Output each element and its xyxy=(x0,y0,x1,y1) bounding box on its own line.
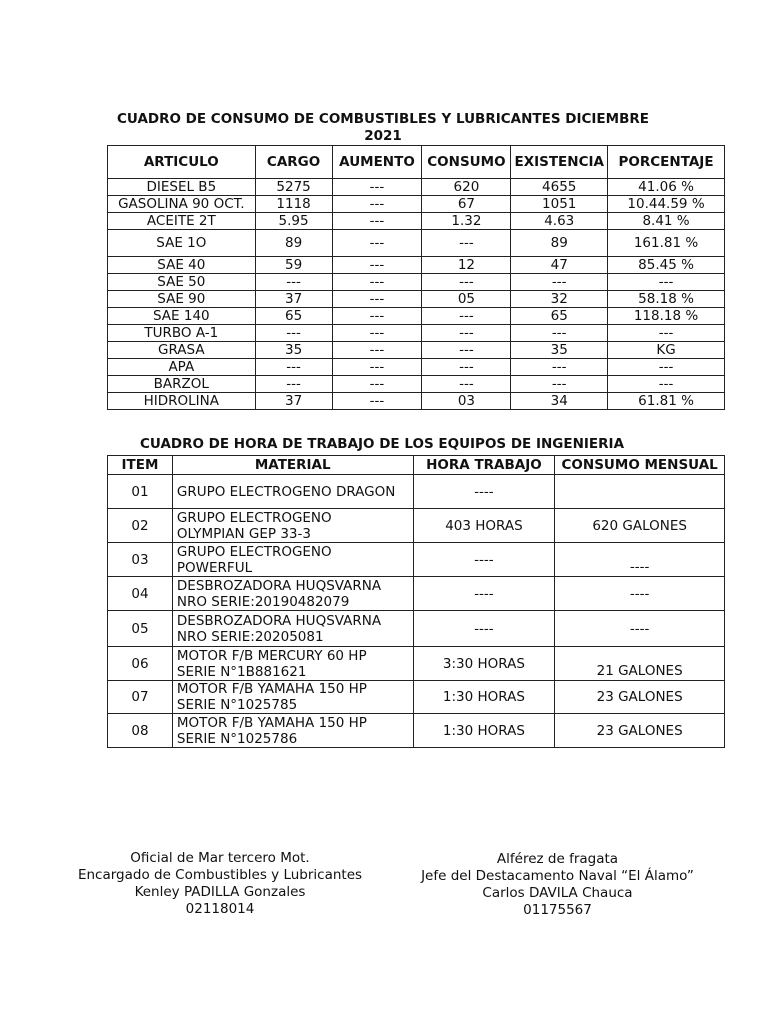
cell-cargo: 37 xyxy=(255,291,332,308)
cell-aumento: --- xyxy=(332,274,422,291)
cell-hora-trabajo: 1:30 HORAS xyxy=(413,714,555,748)
cell-consumo: --- xyxy=(422,325,511,342)
cell-porcentaje: KG xyxy=(608,342,725,359)
cell-cargo: 59 xyxy=(255,257,332,274)
cell-articulo: SAE 90 xyxy=(108,291,256,308)
cell-consumo: --- xyxy=(422,230,511,257)
cell-aumento: --- xyxy=(332,393,422,410)
table1-row xyxy=(108,291,725,308)
signature-left-role: Encargado de Combustibles y Lubricantes xyxy=(77,867,363,883)
cell-cargo: 5.95 xyxy=(255,213,332,230)
table2-row xyxy=(108,577,725,611)
cell-item: 06 xyxy=(108,647,173,681)
cell-existencia: --- xyxy=(511,359,608,376)
cell-aumento: --- xyxy=(332,325,422,342)
table1-row xyxy=(108,393,725,410)
cell-porcentaje: 58.18 % xyxy=(608,291,725,308)
material-line-2: NRO SERIE:20205081 xyxy=(176,628,324,645)
cell-cargo: 1118 xyxy=(255,196,332,213)
table1-row xyxy=(108,308,725,325)
material-line-1: DESBROZADORA HUQSVARNA xyxy=(176,577,382,594)
material-line-2: OLYMPIAN GEP 33-3 xyxy=(176,525,311,542)
cell-cargo: --- xyxy=(255,274,332,291)
table2-row xyxy=(108,543,725,577)
table2-row xyxy=(108,509,725,543)
table1-row xyxy=(108,257,725,274)
material-line-2: POWERFUL xyxy=(176,559,253,576)
cell-consumo: --- xyxy=(422,376,511,393)
cell-porcentaje: 10.44.59 % xyxy=(608,196,725,213)
cell-material xyxy=(172,681,413,714)
cell-consumo: 620 xyxy=(422,179,511,196)
table1-row xyxy=(108,359,725,376)
cell-consumo-mensual: 21 GALONES xyxy=(555,647,725,681)
cell-hora-trabajo: 1:30 HORAS xyxy=(413,681,555,714)
table1-row xyxy=(108,230,725,257)
table2-row xyxy=(108,475,725,509)
cell-consumo: 1.32 xyxy=(422,213,511,230)
cell-articulo: GRASA xyxy=(108,342,256,359)
table2-header-row xyxy=(108,456,725,475)
cell-material xyxy=(172,543,413,577)
table1-row xyxy=(108,179,725,196)
cell-consumo-mensual: ---- xyxy=(555,577,725,611)
cell-material xyxy=(172,714,413,748)
cell-porcentaje: --- xyxy=(608,359,725,376)
header-existencia: EXISTENCIA xyxy=(511,146,608,179)
cell-cargo: 35 xyxy=(255,342,332,359)
cell-porcentaje: --- xyxy=(608,274,725,291)
cell-consumo: 05 xyxy=(422,291,511,308)
cell-hora-trabajo: ---- xyxy=(413,611,555,647)
table1-row xyxy=(108,342,725,359)
equipment-hours-table xyxy=(107,455,725,748)
cell-consumo-mensual: 23 GALONES xyxy=(555,714,725,748)
cell-aumento: --- xyxy=(332,196,422,213)
header-consumo-mensual: CONSUMO MENSUAL xyxy=(555,456,725,475)
cell-articulo: SAE 40 xyxy=(108,257,256,274)
material-line-2: SERIE N°1025785 xyxy=(176,697,298,713)
cell-item: 08 xyxy=(108,714,173,748)
cell-consumo: --- xyxy=(422,342,511,359)
cell-aumento: --- xyxy=(332,359,422,376)
signature-right-rank: Alférez de fragata xyxy=(496,851,619,867)
cell-item: 03 xyxy=(108,543,173,577)
material-line-1: MOTOR F/B YAMAHA 150 HP xyxy=(176,681,367,697)
cell-cargo: --- xyxy=(255,325,332,342)
material-line-1: GRUPO ELECTROGENO DRAGON xyxy=(176,483,396,500)
cell-articulo: GASOLINA 90 OCT. xyxy=(108,196,256,213)
signature-left-name: Kenley PADILLA Gonzales xyxy=(134,884,306,900)
cell-cargo: 37 xyxy=(255,393,332,410)
table1-title: CUADRO DE CONSUMO DE COMBUSTIBLES Y LUBRICANTES DICIEMBRE 2021 xyxy=(117,111,649,144)
cell-material xyxy=(172,577,413,611)
cell-consumo: --- xyxy=(422,359,511,376)
header-hora-trabajo: HORA TRABAJO xyxy=(413,456,555,475)
cell-item: 05 xyxy=(108,611,173,647)
cell-aumento: --- xyxy=(332,342,422,359)
cell-existencia: 35 xyxy=(511,342,608,359)
cell-porcentaje: 118.18 % xyxy=(608,308,725,325)
cell-consumo-mensual: ---- xyxy=(555,543,725,577)
cell-hora-trabajo: ---- xyxy=(413,475,555,509)
cell-porcentaje: 161.81 % xyxy=(608,230,725,257)
cell-item: 02 xyxy=(108,509,173,543)
material-line-1: GRUPO ELECTROGENO xyxy=(176,543,332,560)
cell-existencia: --- xyxy=(511,325,608,342)
cell-hora-trabajo: ---- xyxy=(413,577,555,611)
cell-articulo: TURBO A-1 xyxy=(108,325,256,342)
cell-item: 07 xyxy=(108,681,173,714)
table1-row xyxy=(108,325,725,342)
table2-row xyxy=(108,681,725,714)
table1-header-row xyxy=(108,146,725,179)
cell-existencia: 65 xyxy=(511,308,608,325)
cell-material xyxy=(172,509,413,543)
header-item: ITEM xyxy=(108,456,173,475)
cell-aumento: --- xyxy=(332,257,422,274)
cell-porcentaje: 85.45 % xyxy=(608,257,725,274)
table1-row xyxy=(108,213,725,230)
cell-existencia: 34 xyxy=(511,393,608,410)
cell-articulo: DIESEL B5 xyxy=(108,179,256,196)
cell-cargo: 65 xyxy=(255,308,332,325)
cell-material xyxy=(172,611,413,647)
cell-consumo-mensual: 23 GALONES xyxy=(555,681,725,714)
cell-material xyxy=(172,475,413,509)
cell-cargo: 5275 xyxy=(255,179,332,196)
table2-row xyxy=(108,611,725,647)
signature-right-name: Carlos DAVILA Chauca xyxy=(482,885,633,901)
cell-consumo-mensual: 620 GALONES xyxy=(555,509,725,543)
cell-consumo-mensual xyxy=(555,475,725,509)
cell-consumo: 12 xyxy=(422,257,511,274)
table1-row xyxy=(108,376,725,393)
signature-right-role: Jefe del Destacamento Naval “El Álamo” xyxy=(421,868,694,884)
material-line-2: SERIE N°1025786 xyxy=(176,730,298,747)
header-cargo: CARGO xyxy=(255,146,332,179)
cell-aumento: --- xyxy=(332,179,422,196)
cell-item: 04 xyxy=(108,577,173,611)
cell-porcentaje: --- xyxy=(608,325,725,342)
cell-aumento: --- xyxy=(332,291,422,308)
cell-aumento: --- xyxy=(332,376,422,393)
cell-material xyxy=(172,647,413,681)
cell-aumento: --- xyxy=(332,230,422,257)
table1-row xyxy=(108,274,725,291)
cell-existencia: 89 xyxy=(511,230,608,257)
fuel-consumption-table xyxy=(107,145,725,410)
cell-articulo: SAE 1O xyxy=(108,230,256,257)
signature-left-rank: Oficial de Mar tercero Mot. xyxy=(130,850,310,866)
cell-consumo: --- xyxy=(422,274,511,291)
cell-articulo: BARZOL xyxy=(108,376,256,393)
cell-consumo: 03 xyxy=(422,393,511,410)
cell-articulo: HIDROLINA xyxy=(108,393,256,410)
material-line-1: DESBROZADORA HUQSVARNA xyxy=(176,612,382,629)
cell-consumo: --- xyxy=(422,308,511,325)
material-line-1: GRUPO ELECTROGENO xyxy=(176,509,332,526)
cell-porcentaje: 8.41 % xyxy=(608,213,725,230)
cell-existencia: 4.63 xyxy=(511,213,608,230)
cell-hora-trabajo: 403 HORAS xyxy=(413,509,555,543)
cell-item: 01 xyxy=(108,475,173,509)
header-articulo: ARTICULO xyxy=(108,146,256,179)
cell-cargo: --- xyxy=(255,376,332,393)
cell-cargo: --- xyxy=(255,359,332,376)
signature-left-id: 02118014 xyxy=(185,901,255,917)
cell-existencia: --- xyxy=(511,376,608,393)
table2-title: CUADRO DE HORA DE TRABAJO DE LOS EQUIPOS DE INGENIERIA xyxy=(139,436,625,452)
material-line-2: NRO SERIE:20190482079 xyxy=(176,593,350,610)
table1-row xyxy=(108,196,725,213)
material-line-2: SERIE N°1B881621 xyxy=(176,663,307,680)
header-material: MATERIAL xyxy=(172,456,413,475)
header-aumento: AUMENTO xyxy=(332,146,422,179)
cell-aumento: --- xyxy=(332,213,422,230)
cell-consumo: 67 xyxy=(422,196,511,213)
cell-porcentaje: 61.81 % xyxy=(608,393,725,410)
cell-existencia: 1051 xyxy=(511,196,608,213)
cell-existencia: --- xyxy=(511,274,608,291)
material-line-1: MOTOR F/B YAMAHA 150 HP xyxy=(176,714,367,731)
header-porcentaje: PORCENTAJE xyxy=(608,146,725,179)
cell-cargo: 89 xyxy=(255,230,332,257)
cell-porcentaje: 41.06 % xyxy=(608,179,725,196)
cell-existencia: 32 xyxy=(511,291,608,308)
cell-existencia: 47 xyxy=(511,257,608,274)
cell-hora-trabajo: ---- xyxy=(413,543,555,577)
cell-articulo: ACEITE 2T xyxy=(108,213,256,230)
material-line-1: MOTOR F/B MERCURY 60 HP xyxy=(176,647,367,664)
signature-left xyxy=(60,850,380,918)
cell-porcentaje: --- xyxy=(608,376,725,393)
cell-aumento: --- xyxy=(332,308,422,325)
signature-right-id: 01175567 xyxy=(523,902,592,918)
signature-right xyxy=(400,851,715,919)
cell-articulo: APA xyxy=(108,359,256,376)
header-consumo: CONSUMO xyxy=(422,146,511,179)
cell-articulo: SAE 50 xyxy=(108,274,256,291)
cell-hora-trabajo: 3:30 HORAS xyxy=(413,647,555,681)
cell-existencia: 4655 xyxy=(511,179,608,196)
cell-consumo-mensual: ---- xyxy=(555,611,725,647)
cell-articulo: SAE 140 xyxy=(108,308,256,325)
table2-row xyxy=(108,647,725,681)
table2-row xyxy=(108,714,725,748)
